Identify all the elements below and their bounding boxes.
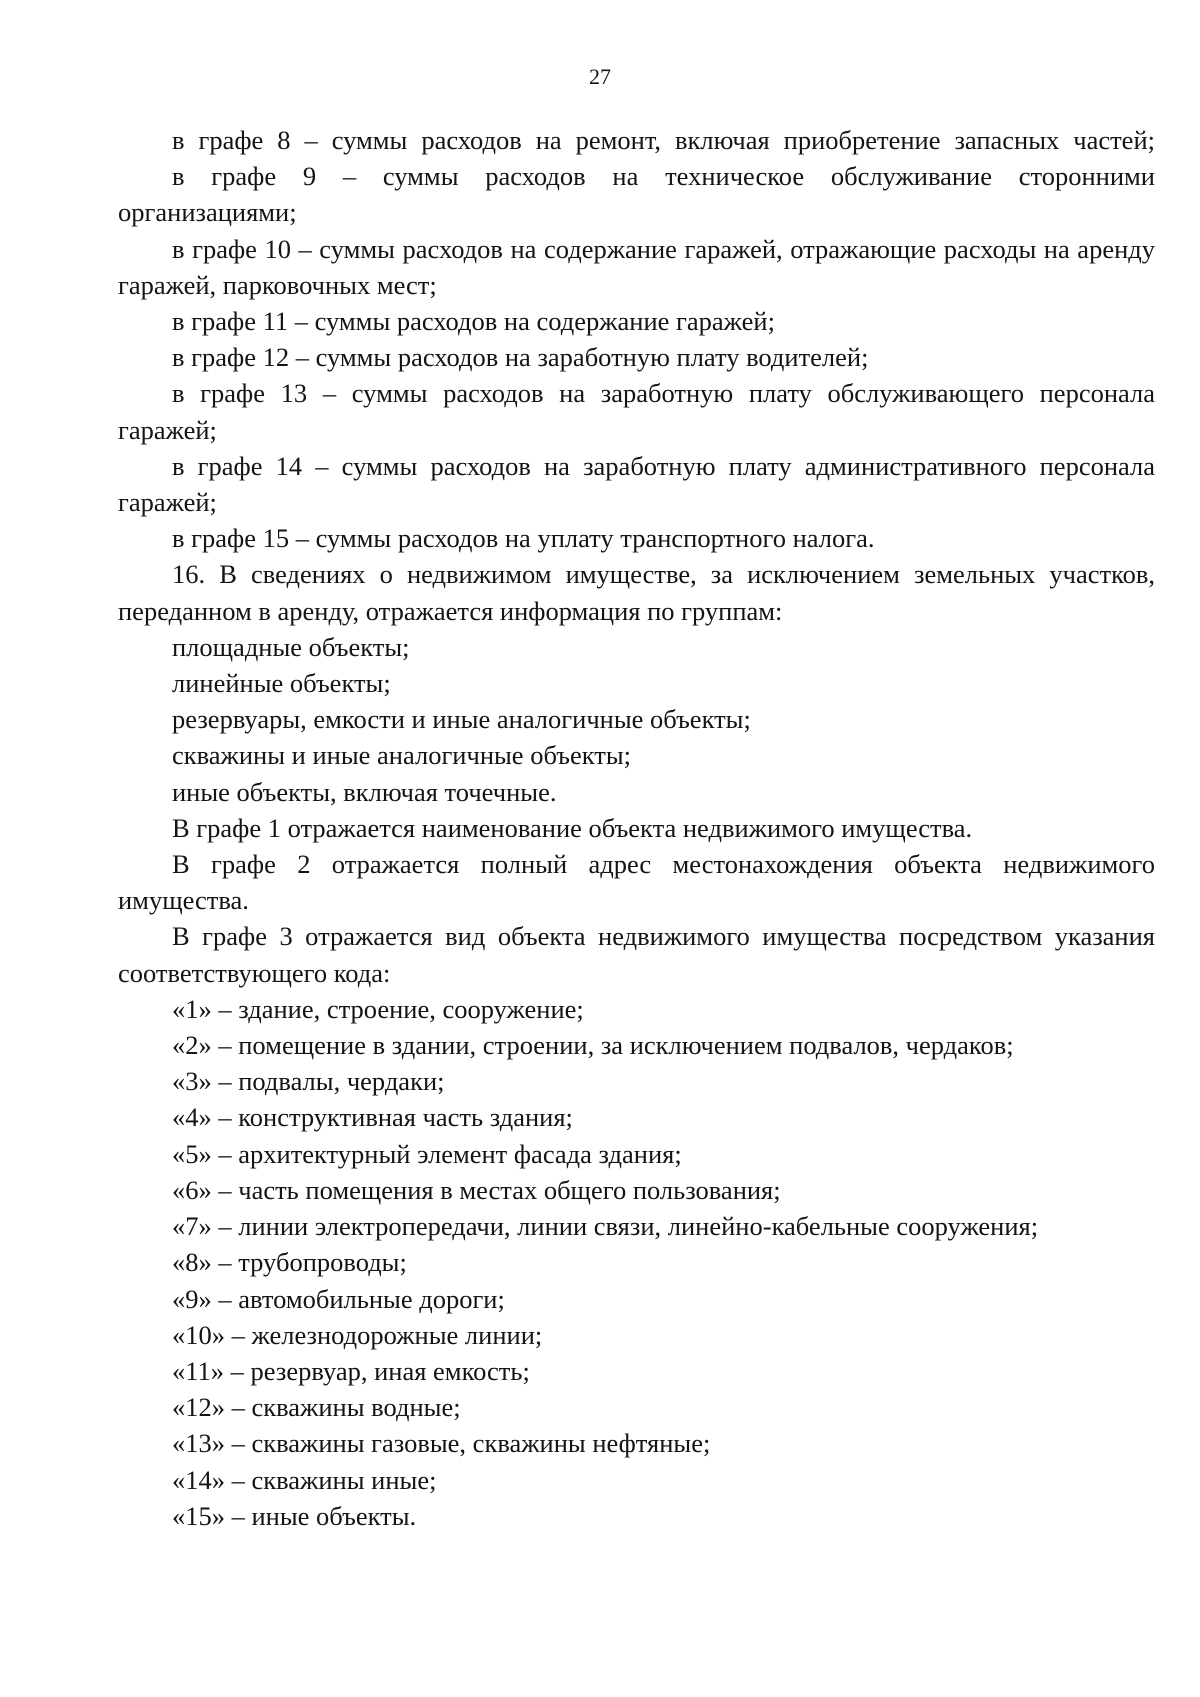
paragraph-column-12: в графе 12 – суммы расходов на заработную плату водителей; (172, 342, 869, 373)
list-item-code: «14» – скважины иные; (172, 1464, 437, 1495)
list-item-group: линейные объекты; (172, 668, 391, 699)
list-item-code: «15» – иные объекты. (172, 1500, 417, 1531)
list-item-group: резервуары, емкости и иные аналогичные объекты; (172, 704, 751, 735)
list-item-code: «7» – линии электропередачи, линии связи, линейно-кабельные сооружения; (172, 1211, 1039, 1242)
list-item-group: скважины и иные аналогичные объекты; (172, 740, 632, 771)
list-item-code: «13» – скважины газовые, скважины нефтяные; (172, 1428, 711, 1459)
page-number: 27 (589, 64, 611, 89)
paragraph-column-15: в графе 15 – суммы расходов на уплату транспортного налога. (172, 523, 875, 554)
paragraph-column-13: в графе 13 – суммы расходов на заработную плату обслуживающего персонала гаражей; (118, 378, 1155, 445)
list-item-code: «2» – помещение в здании, строении, за исключением подвалов, чердаков; (172, 1030, 1014, 1061)
list-item-code: «4» – конструктивная часть здания; (172, 1102, 573, 1133)
list-item-code: «3» – подвалы, чердаки; (172, 1066, 445, 1097)
list-item-code: «9» – автомобильные дороги; (172, 1283, 505, 1314)
list-item-group: иные объекты, включая точечные. (172, 776, 557, 807)
paragraph-column-14: в графе 14 – суммы расходов на заработную плату административного персонала гаражей; (118, 450, 1155, 518)
paragraph-column-11: в графе 11 – суммы расходов на содержание гаражей; (172, 306, 775, 337)
list-item-code: «6» – часть помещения в местах общего пользования; (172, 1174, 781, 1205)
list-item-code: «5» – архитектурный элемент фасада здания; (172, 1138, 682, 1169)
list-item-code: «12» – скважины водные; (172, 1392, 461, 1423)
paragraph-column-1: В графе 1 отражается наименование объекта недвижимого имущества. (172, 812, 973, 843)
document-body (118, 122, 1155, 1534)
list-item-code: «1» – здание, строение, сооружение; (172, 993, 584, 1024)
paragraph-column-8: в графе 8 – суммы расходов на ремонт, включая приобретение запасных частей; (172, 125, 1155, 155)
paragraph-column-9: в графе 9 – суммы расходов на техническое обслуживание сторонними организациями; (118, 161, 1155, 228)
list-item-code: «8» – трубопроводы; (172, 1247, 407, 1278)
paragraph-column-10: в графе 10 – суммы расходов на содержание гаражей, отражающие расходы на аренду гаражей, парковочных мест; (118, 233, 1155, 300)
list-item-group: площадные объекты; (172, 631, 410, 662)
paragraph-section-16: 16. В сведениях о недвижимом имуществе, за исключением земельных участков, переданном в аренду, отражается информация по группам: (118, 559, 1155, 626)
list-item-code: «10» – железнодорожные линии; (172, 1319, 543, 1350)
paragraph-column-2: В графе 2 отражается полный адрес местонахождения объекта недвижимого имущества. (118, 849, 1155, 916)
paragraph-column-3: В графе 3 отражается вид объекта недвижимого имущества посредством указания соответствующего кода: (118, 921, 1155, 988)
list-item-code: «11» – резервуар, иная емкость; (172, 1355, 530, 1386)
